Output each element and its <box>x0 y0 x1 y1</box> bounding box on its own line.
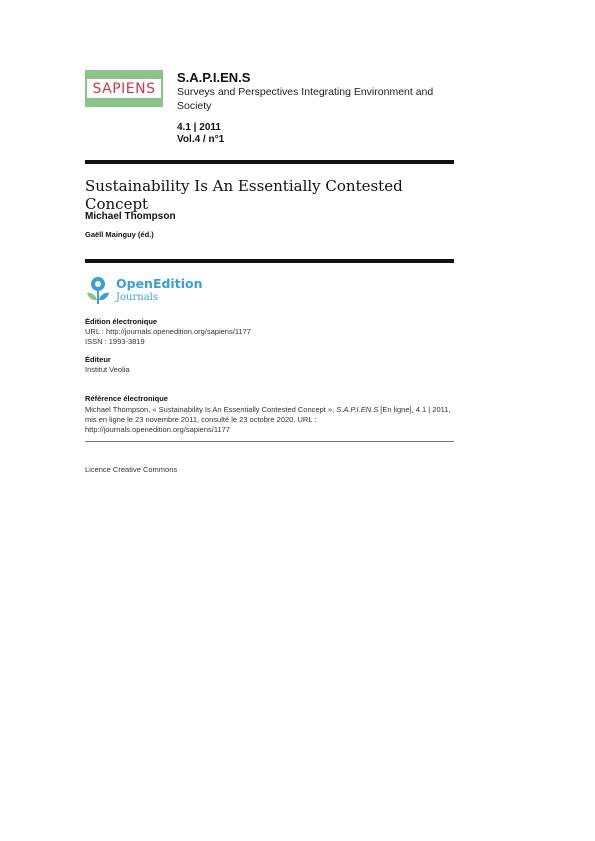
openedition-name: OpenEdition <box>116 276 203 291</box>
top-divider <box>85 160 454 164</box>
journal-logo-text: SAPIENS <box>87 79 161 98</box>
citation-before: Michael Thompson, « Sustainability Is An Essentially Contested Concept », <box>85 405 337 414</box>
article-author: Michael Thompson <box>85 211 176 222</box>
openedition-logo[interactable] <box>85 276 205 306</box>
openedition-journals: Journals <box>116 292 158 303</box>
reference-citation <box>85 405 457 435</box>
article-title: Sustainability Is An Essentially Contested Concept <box>85 177 403 213</box>
publisher-name: Institut Veolia <box>85 365 130 374</box>
article-editor: Gaëll Mainguy (éd.) <box>85 230 154 239</box>
journal-logo <box>85 70 163 107</box>
edition-url[interactable]: URL : http://journals.openedition.org/sapiens/1177 <box>85 327 251 336</box>
journal-subtitle: Surveys and Perspectives Integrating Environment and Society <box>177 86 434 112</box>
journal-name: S.A.P.I.EN.S <box>177 70 251 85</box>
openedition-flower-icon <box>85 276 111 306</box>
reference-label: Référence électronique <box>85 394 168 403</box>
citation-after: [En ligne], 4.1 | 2011, mis en ligne le 23 novembre 2011, consulté le 23 octobre 2020. URL : http://journals.openedition.org/sapiens/1177 <box>85 405 451 434</box>
volume-number: Vol.4 / n°1 <box>177 134 225 145</box>
bottom-divider <box>85 441 454 442</box>
middle-divider <box>85 259 454 263</box>
edition-issn: ISSN : 1993-3819 <box>85 337 145 346</box>
citation-journal: S.A.P.I.EN.S <box>336 405 379 414</box>
edition-label: Édition électronique <box>85 317 158 326</box>
licence-link[interactable]: Licence Creative Commons <box>85 465 178 474</box>
publisher-label: Éditeur <box>85 355 111 364</box>
issue-number: 4.1 | 2011 <box>177 122 221 133</box>
